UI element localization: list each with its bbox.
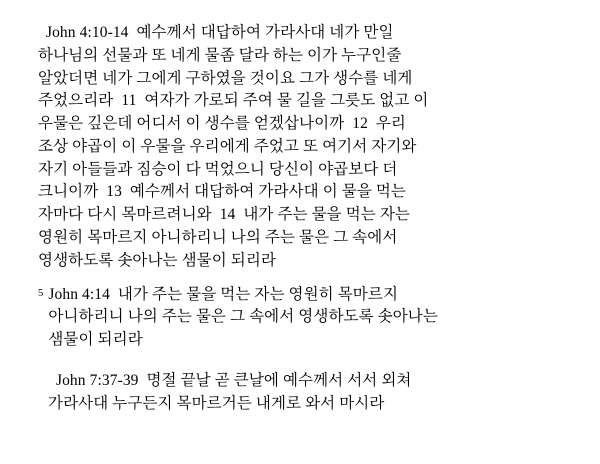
- text-line: 주었으리라 11 여자가 가로되 주여 물 길을 그릇도 없고 이: [38, 92, 429, 110]
- text-line: 자기 아들들과 짐승이 다 먹었으니 당신이 야곱보다 더: [38, 160, 398, 178]
- text-line: 영생하도록 솟아나는 샘물이 되리라: [38, 251, 277, 269]
- text-line: 우물은 깊은데 어디서 이 생수를 얻겠삽나이까 12 우리: [38, 115, 407, 133]
- scripture-block-john-4-10-14: [38, 22, 570, 273]
- text-line: 하나님의 선물과 또 네게 물좀 달라 하는 이가 누구인줄: [38, 46, 402, 64]
- text-line: 가라사대 누구든지 목마르거든 내게로 와서 마시라: [48, 394, 385, 412]
- text-line: 조상 야곱이 이 우물을 우리에게 주었고 또 여기서 자기와: [38, 137, 417, 155]
- scripture-block-john-4-14: [38, 284, 570, 352]
- text-line: 자마다 다시 목마르려니와 14 내가 주는 물을 먹는 자는: [38, 206, 410, 224]
- scripture-body: [48, 284, 570, 352]
- text-line: 샘물이 되리라: [48, 331, 143, 349]
- text-line: 크니이까 13 예수께서 대답하여 가라사대 이 물을 먹는: [38, 183, 407, 201]
- text-line: 알았더면 네가 그에게 구하였을 것이요 그가 생수를 네게: [38, 69, 413, 87]
- text-line: John 4:14 내가 주는 물을 먹는 자는 영원히 목마르지: [48, 285, 399, 303]
- text-line: John 4:10-14 예수께서 대답하여 가라사대 네가 만일: [38, 24, 394, 41]
- scripture-block-john-7-37-39: [38, 370, 570, 416]
- text-line: 영원히 목마르지 아니하리니 나의 주는 물은 그 속에서: [38, 229, 398, 247]
- text-line: John 7:37-39 명절 끝날 곧 큰날에 예수께서 서서 외쳐: [48, 371, 412, 389]
- text-line: 아니하리니 나의 주는 물은 그 속에서 영생하도록 솟아나는: [48, 308, 438, 326]
- list-marker: 5: [38, 287, 44, 299]
